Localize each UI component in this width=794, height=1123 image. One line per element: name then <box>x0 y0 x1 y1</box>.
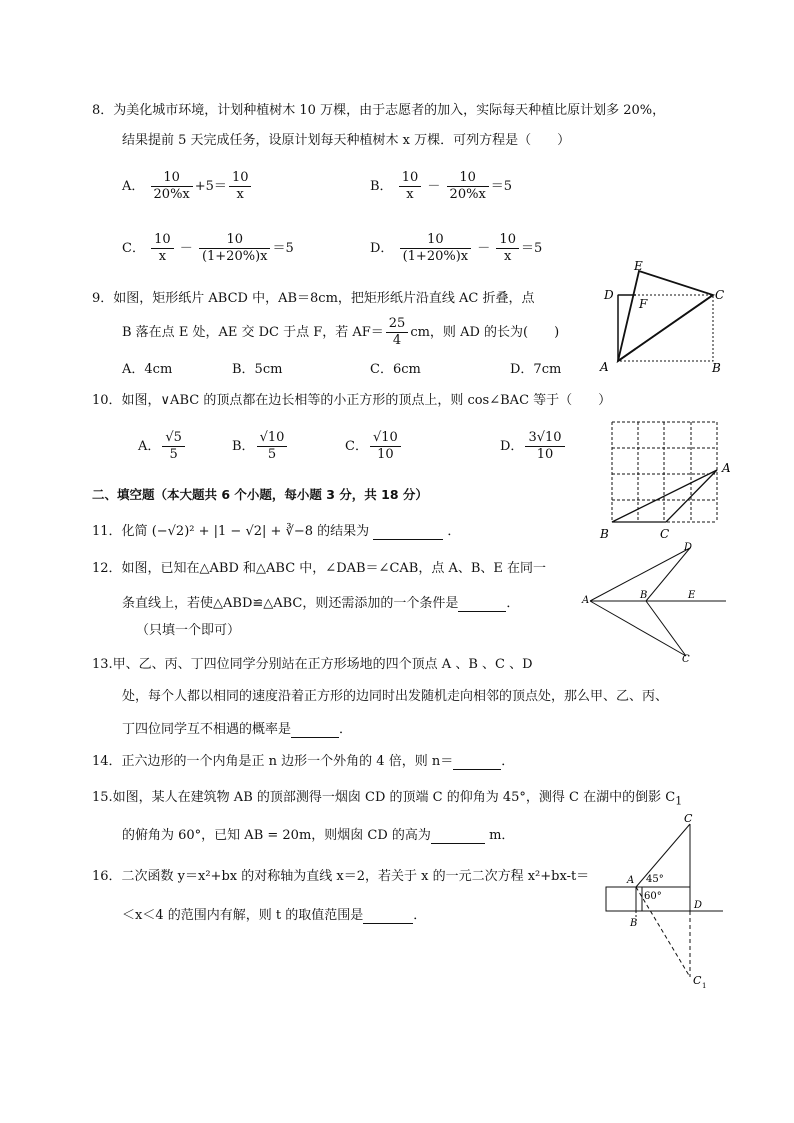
label-c: C <box>684 814 693 825</box>
fraction: $\frac{√10}{5}$ <box>257 430 288 463</box>
q13-line1: 13.甲、乙、丙、丁四位同学分别站在正方形场地的四个顶点 A 、B 、C 、D <box>92 657 533 672</box>
q10-option-a <box>138 430 187 463</box>
fraction: $\frac{10}{x}$ <box>496 232 519 265</box>
text: 条直线上，若使△ABD≌△ABC，则还需添加的一个条件是 <box>122 596 459 611</box>
q15-figure <box>598 814 738 994</box>
operator: － <box>427 179 441 194</box>
q12-line1: 12．如图，已知在△ABD 和△ABC 中，∠DAB＝∠CAB，点 A、B、E 在同一 <box>92 561 547 576</box>
fraction: $\frac{10}{x}$ <box>151 232 174 265</box>
label-e: E <box>688 590 696 601</box>
text: 11．化简 <box>92 524 148 539</box>
q12-line3: （只填一个即可） <box>136 623 241 638</box>
text: B 落在点 E 处，AE 交 DC 于点 F，若 AF＝ <box>122 325 384 340</box>
answer-blank[interactable] <box>431 828 485 844</box>
q9-option-d: D．7cm <box>510 362 562 377</box>
q15-line1 <box>92 786 682 808</box>
label-c1: C <box>693 974 702 987</box>
option-label: A． <box>138 439 161 454</box>
option-label: D． <box>500 439 524 454</box>
unit: m． <box>489 828 515 843</box>
angle-45: 45° <box>646 874 664 885</box>
q8-line2: 结果提前 5 天完成任务，设原计划每天种植树木 x 万棵．可列方程是（ ） <box>122 133 571 148</box>
fraction: $\frac{√10}{10}$ <box>370 430 401 463</box>
q11: 11．化简 (−√2)² + |1 − √2| + ∛−8 的结果为 ． <box>92 524 461 539</box>
option-label: B． <box>232 439 255 454</box>
label-a: A <box>582 595 590 606</box>
q9-line1: 9．如图，矩形纸片 ABCD 中，AB＝8cm，把矩形纸片沿直线 AC 折叠，点 <box>92 291 535 306</box>
q16-line1: 16．二次函数 y＝x²+bx 的对称轴为直线 x＝2，若关于 x 的一元二次方程 x²+bx-t＝ <box>92 869 590 884</box>
label-d: D <box>604 288 614 302</box>
answer-blank[interactable] <box>291 722 339 738</box>
building <box>606 887 642 911</box>
answer-blank[interactable] <box>363 908 413 924</box>
label-c: C <box>682 654 690 665</box>
triangle-aec <box>618 271 713 361</box>
q8-line1: 8．为美化城市环境，计划种植树木 10 万棵，由于志愿者的加入，实际每天种植比原计划多 20%， <box>92 103 666 118</box>
option-label: A． <box>122 179 145 194</box>
label-a: A <box>627 875 635 886</box>
fraction: $\frac{3√10}{10}$ <box>525 430 564 463</box>
answer-blank[interactable] <box>458 596 506 612</box>
text: 的结果为 <box>317 524 370 539</box>
segment-bc <box>646 601 686 656</box>
subscript: 1 <box>675 794 683 808</box>
fraction: $\frac{√5}{5}$ <box>162 430 185 463</box>
label-c: C <box>660 527 670 541</box>
label-f: F <box>639 297 648 311</box>
text: 的俯角为 60°，已知 AB = 20m，则烟囱 CD 的高为 <box>122 828 431 843</box>
q12-line2: 条直线上，若使△ABD≌△ABC，则还需添加的一个条件是 ． <box>122 596 520 611</box>
label-c1-subscript: 1 <box>702 982 707 990</box>
operator: － <box>179 241 193 256</box>
q8-option-a <box>122 170 253 203</box>
square-grid <box>612 422 717 522</box>
fraction: $\frac{10}{(1+20\%)x}$ <box>400 232 472 265</box>
label-c: C <box>715 288 725 302</box>
q9-option-a: A．4cm <box>122 362 173 377</box>
segment-ac <box>590 601 686 656</box>
text: 14．正六边形的一个内角是正 n 边形一个外角的 4 倍，则 n＝ <box>92 754 454 769</box>
section-title-fill-in: 二、填空题（本大题共 6 个小题，每小题 3 分，共 18 分） <box>92 487 428 502</box>
option-label: C． <box>122 241 145 256</box>
q10-stem: 10．如图，∨ABC 的顶点都在边长相等的小正方形的顶点上，则 cos∠BAC 等于（ ） <box>92 393 612 408</box>
label-e: E <box>634 259 643 273</box>
q10-option-c <box>345 430 403 463</box>
fraction: $\frac{10}{(1+20\%)x}$ <box>199 232 271 265</box>
q9-line2 <box>122 316 559 349</box>
q9-option-b: B．5cm <box>232 362 283 377</box>
text: cm，则 AD 的长为( ) <box>410 325 560 340</box>
label-d: D <box>694 900 703 911</box>
option-label: B． <box>370 179 393 194</box>
fraction: $\frac{10}{20\%x}$ <box>151 170 193 203</box>
text: 丁四位同学互不相遇的概率是 <box>122 722 292 737</box>
q8-option-c <box>122 232 294 265</box>
q10-grid-figure <box>596 414 746 544</box>
text: ＜x＜4 的范围内有解，则 t 的取值范围是 <box>122 908 364 923</box>
text: 15.如图，某人在建筑物 AB 的顶部测得一烟囱 CD 的顶端 C 的仰角为 45°，测得 C 在湖中的倒影 C <box>92 790 676 805</box>
q15-line2 <box>122 824 514 844</box>
fraction: $\frac{25}{4}$ <box>386 316 409 349</box>
diagonal-ac <box>618 295 713 361</box>
q16-line2: ＜x＜4 的范围内有解，则 t 的取值范围是 ． <box>122 908 427 923</box>
q9-figure <box>596 258 736 378</box>
label-d: D <box>684 542 693 553</box>
label-a: A <box>600 360 609 374</box>
label-b: B <box>600 527 609 541</box>
equals: ＝5 <box>272 241 294 256</box>
fraction: $\frac{10}{x}$ <box>229 170 252 203</box>
q14: 14．正六边形的一个内角是正 n 边形一个外角的 4 倍，则 n＝ ． <box>92 754 515 769</box>
label-b: B <box>640 590 648 601</box>
option-label: C． <box>345 439 368 454</box>
q10-option-b <box>232 430 289 463</box>
label-b: B <box>712 361 721 375</box>
operator: － <box>477 241 491 256</box>
q8-option-d <box>370 232 542 265</box>
answer-blank[interactable] <box>453 754 501 770</box>
q8-option-b <box>370 170 512 203</box>
q13-line2: 处，每个人都以相同的速度沿着正方形的边同时出发随机走向相邻的顶点处，那么甲、乙、丙、 <box>122 689 669 704</box>
angle-60: 60° <box>644 891 662 902</box>
expression: (−√2)² + |1 − √2| + ∛−8 <box>151 524 313 539</box>
option-label: D． <box>370 241 394 256</box>
operator: +5＝ <box>194 179 227 194</box>
equals: ＝5 <box>520 241 543 256</box>
label-a: A <box>722 461 731 475</box>
q10-option-d <box>500 430 567 463</box>
q12-figure <box>578 540 728 665</box>
fraction: $\frac{10}{x}$ <box>399 170 422 203</box>
fraction: $\frac{10}{20\%x}$ <box>447 170 489 203</box>
segment-bd <box>646 548 690 601</box>
q13-line3: 丁四位同学互不相遇的概率是 ． <box>122 722 353 737</box>
equals: ＝5 <box>490 179 513 194</box>
q9-option-c: C．6cm <box>370 362 421 377</box>
answer-blank[interactable] <box>373 524 443 540</box>
label-b: B <box>630 918 638 929</box>
